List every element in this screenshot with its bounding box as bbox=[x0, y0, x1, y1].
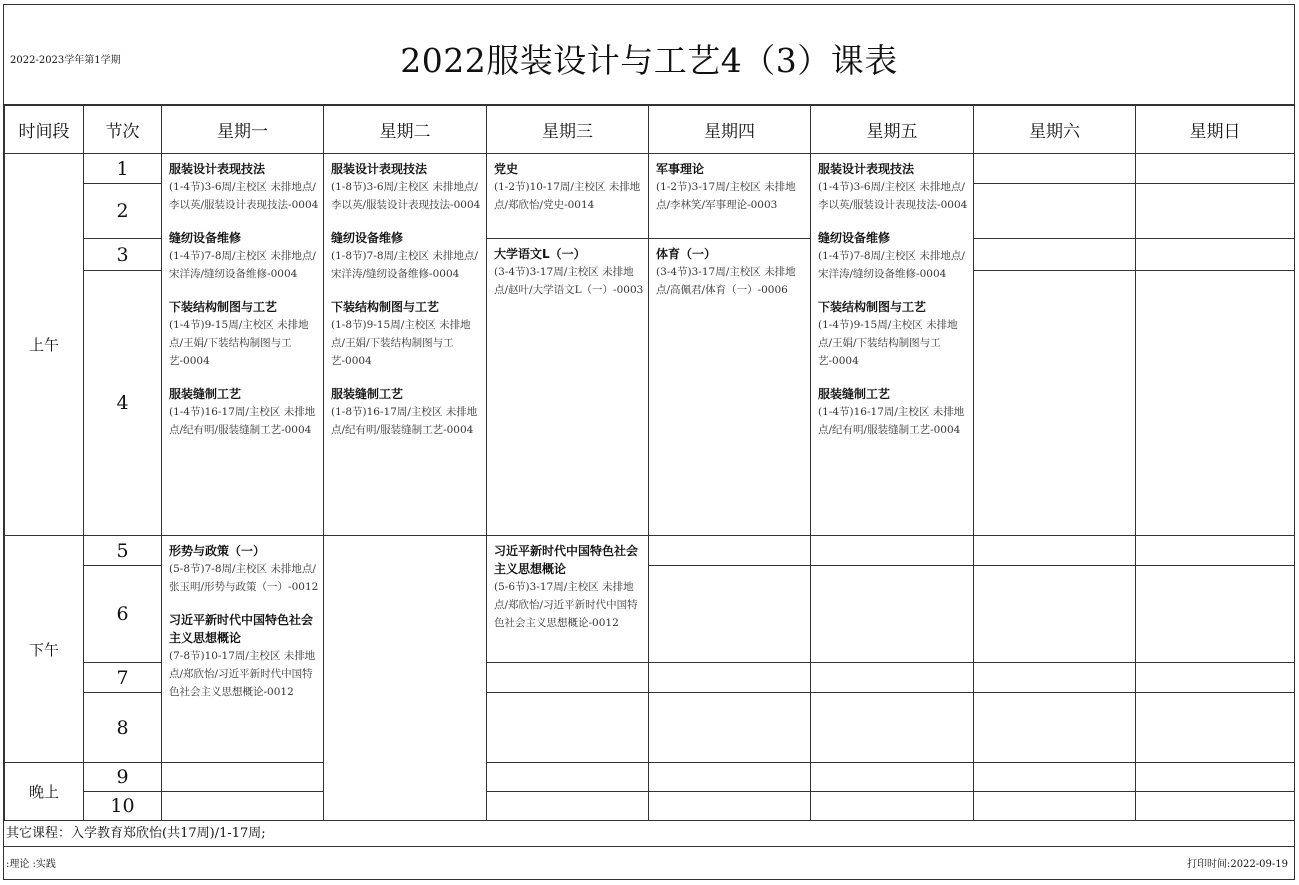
slot-8: 8 bbox=[84, 693, 162, 763]
course-detail: (3-4节)3-17周/主校区 未排地点/赵叶/大学语文L（一）-0003 bbox=[494, 266, 644, 296]
cell-wed-9[interactable] bbox=[487, 763, 649, 792]
course-entry bbox=[818, 385, 970, 439]
slot-5: 5 bbox=[84, 536, 162, 566]
col-header-saturday: 星期六 bbox=[974, 106, 1136, 154]
col-header-period: 时间段 bbox=[5, 106, 84, 154]
course-entry bbox=[494, 245, 645, 299]
cell-sat-4[interactable] bbox=[974, 271, 1136, 536]
cell-sat-1[interactable] bbox=[974, 154, 1136, 184]
col-header-slot: 节次 bbox=[84, 106, 162, 154]
cell-sat-8[interactable] bbox=[974, 693, 1136, 763]
course-detail: (1-4节)3-6周/主校区 未排地点/李以英/服装设计表现技法-0004 bbox=[818, 181, 968, 211]
table-row bbox=[5, 763, 1295, 792]
course-detail: (1-2节)10-17周/主校区 未排地点/郑欣怡/党史-0014 bbox=[494, 181, 641, 211]
cell-mon-am[interactable] bbox=[162, 154, 324, 536]
course-name: 大学语文L（一） bbox=[494, 247, 586, 261]
cell-thu-8[interactable] bbox=[649, 693, 811, 763]
course-detail: (1-8节)16-17周/主校区 未排地点/纪有明/服装缝制工艺-0004 bbox=[331, 406, 478, 436]
course-detail: (3-4节)3-17周/主校区 未排地点/高佩君/体育（一）-0006 bbox=[656, 266, 796, 296]
course-detail: (1-4节)16-17周/主校区 未排地点/纪有明/服装缝制工艺-0004 bbox=[818, 406, 965, 436]
cell-wed-34[interactable] bbox=[487, 239, 649, 536]
cell-sat-9[interactable] bbox=[974, 763, 1136, 792]
course-detail: (1-4节)3-6周/主校区 未排地点/李以英/服装设计表现技法-0004 bbox=[169, 181, 319, 211]
col-header-monday: 星期一 bbox=[162, 106, 324, 154]
course-detail: (1-4节)7-8周/主校区 未排地点/宋洋涛/缝纫设备维修-0004 bbox=[818, 250, 965, 280]
table-row bbox=[5, 536, 1295, 566]
cell-tue-pm[interactable] bbox=[324, 536, 487, 821]
cell-sat-6[interactable] bbox=[974, 566, 1136, 663]
course-entry bbox=[169, 385, 320, 439]
cell-thu-10[interactable] bbox=[649, 792, 811, 821]
course-name: 缝纫设备维修 bbox=[169, 231, 242, 245]
course-name: 习近平新时代中国特色社会主义思想概论 bbox=[169, 613, 314, 645]
slot-7: 7 bbox=[84, 663, 162, 693]
col-header-tuesday: 星期二 bbox=[324, 106, 487, 154]
course-detail: (5-8节)7-8周/主校区 未排地点/张玉明/形势与政策（一）-0012 bbox=[169, 563, 319, 593]
cell-fri-10[interactable] bbox=[811, 792, 974, 821]
course-name: 服装缝制工艺 bbox=[818, 387, 891, 401]
cell-sun-3[interactable] bbox=[1136, 239, 1295, 271]
cell-thu-5[interactable] bbox=[649, 536, 811, 566]
cell-sat-3[interactable] bbox=[974, 239, 1136, 271]
cell-thu-9[interactable] bbox=[649, 763, 811, 792]
course-entry bbox=[331, 298, 483, 370]
cell-tue-am[interactable] bbox=[324, 154, 487, 536]
cell-thu-6[interactable] bbox=[649, 566, 811, 663]
cell-wed-10[interactable] bbox=[487, 792, 649, 821]
course-entry bbox=[818, 298, 970, 370]
timetable-grid bbox=[4, 105, 1295, 821]
cell-wed-12[interactable] bbox=[487, 154, 649, 239]
course-entry bbox=[169, 229, 320, 283]
cell-sun-8[interactable] bbox=[1136, 693, 1295, 763]
course-name: 党史 bbox=[494, 162, 519, 176]
course-detail: (5-6节)3-17周/主校区 未排地点/郑欣怡/习近平新时代中国特色社会主义思想概论-0012 bbox=[494, 581, 638, 629]
course-entry bbox=[818, 160, 970, 214]
course-detail: (1-8节)7-8周/主校区 未排地点/宋洋涛/缝纫设备维修-0004 bbox=[331, 250, 478, 280]
slot-6: 6 bbox=[84, 566, 162, 663]
table-row bbox=[5, 792, 1295, 821]
course-type-legend: :理论 :实践 bbox=[6, 859, 56, 870]
course-entry bbox=[656, 245, 807, 299]
col-header-friday: 星期五 bbox=[811, 106, 974, 154]
cell-thu-12[interactable] bbox=[649, 154, 811, 239]
course-name: 缝纫设备维修 bbox=[331, 231, 404, 245]
cell-sat-2[interactable] bbox=[974, 184, 1136, 239]
course-detail: (1-4节)7-8周/主校区 未排地点/宋洋涛/缝纫设备维修-0004 bbox=[169, 250, 316, 280]
cell-sun-1[interactable] bbox=[1136, 154, 1295, 184]
weekday-header-row bbox=[5, 106, 1295, 154]
course-name: 军事理论 bbox=[656, 162, 705, 176]
cell-fri-5[interactable] bbox=[811, 536, 974, 566]
period-evening: 晚上 bbox=[5, 763, 84, 821]
print-time: 打印时间:2022-09-19 bbox=[1186, 859, 1288, 870]
course-name: 服装设计表现技法 bbox=[169, 162, 266, 176]
course-entry bbox=[656, 160, 807, 214]
course-detail: (1-8节)9-15周/主校区 未排地点/王娟/下装结构制图与工艺-0004 bbox=[331, 319, 471, 367]
table-row bbox=[5, 154, 1295, 184]
cell-fri-6[interactable] bbox=[811, 566, 974, 663]
course-name: 体育（一） bbox=[656, 247, 717, 261]
cell-fri-9[interactable] bbox=[811, 763, 974, 792]
course-name: 下装结构制图与工艺 bbox=[331, 300, 440, 314]
cell-sat-10[interactable] bbox=[974, 792, 1136, 821]
footer bbox=[4, 851, 1294, 879]
cell-sun-2[interactable] bbox=[1136, 184, 1295, 239]
col-header-sunday: 星期日 bbox=[1136, 106, 1295, 154]
cell-sun-10[interactable] bbox=[1136, 792, 1295, 821]
cell-fri-7[interactable] bbox=[811, 663, 974, 693]
cell-mon-10[interactable] bbox=[162, 792, 324, 821]
course-entry bbox=[494, 542, 645, 632]
cell-thu-7[interactable] bbox=[649, 663, 811, 693]
course-name: 形势与政策（一） bbox=[169, 544, 266, 558]
cell-mon-pm[interactable] bbox=[162, 536, 324, 763]
course-name: 服装设计表现技法 bbox=[818, 162, 915, 176]
slot-9: 9 bbox=[84, 763, 162, 792]
cell-thu-34[interactable] bbox=[649, 239, 811, 536]
course-name: 习近平新时代中国特色社会主义思想概论 bbox=[494, 544, 639, 576]
cell-sun-9[interactable] bbox=[1136, 763, 1295, 792]
course-entry bbox=[169, 542, 320, 596]
course-detail: (7-8节)10-17周/主校区 未排地点/郑欣怡/习近平新时代中国特色社会主义思想概论-0012 bbox=[169, 650, 316, 698]
cell-fri-8[interactable] bbox=[811, 693, 974, 763]
course-detail: (1-4节)9-15周/主校区 未排地点/王娟/下装结构制图与工艺-0004 bbox=[818, 319, 958, 367]
course-name: 服装设计表现技法 bbox=[331, 162, 428, 176]
course-entry bbox=[169, 298, 320, 370]
cell-sat-5[interactable] bbox=[974, 536, 1136, 566]
other-courses: 其它课程：入学教育郑欣怡(共17周)/1-17周; bbox=[4, 823, 1294, 847]
course-entry bbox=[169, 160, 320, 214]
slot-10: 10 bbox=[84, 792, 162, 821]
course-detail: (1-4节)16-17周/主校区 未排地点/纪有明/服装缝制工艺-0004 bbox=[169, 406, 316, 436]
slot-2: 2 bbox=[84, 184, 162, 239]
col-header-wednesday: 星期三 bbox=[487, 106, 649, 154]
cell-sun-4[interactable] bbox=[1136, 271, 1295, 536]
course-name: 下装结构制图与工艺 bbox=[818, 300, 927, 314]
cell-sun-6[interactable] bbox=[1136, 566, 1295, 663]
course-entry bbox=[494, 160, 645, 214]
cell-wed-8[interactable] bbox=[487, 693, 649, 763]
course-entry bbox=[169, 611, 320, 701]
cell-mon-9[interactable] bbox=[162, 763, 324, 792]
period-afternoon: 下午 bbox=[5, 536, 84, 763]
course-name: 服装缝制工艺 bbox=[331, 387, 404, 401]
course-detail: (1-8节)3-6周/主校区 未排地点/李以英/服装设计表现技法-0004 bbox=[331, 181, 481, 211]
slot-4: 4 bbox=[84, 271, 162, 536]
slot-3: 3 bbox=[84, 239, 162, 271]
course-detail: (1-4节)9-15周/主校区 未排地点/王娟/下装结构制图与工艺-0004 bbox=[169, 319, 309, 367]
course-name: 服装缝制工艺 bbox=[169, 387, 242, 401]
course-entry bbox=[818, 229, 970, 283]
cell-sun-7[interactable] bbox=[1136, 663, 1295, 693]
cell-wed-7[interactable] bbox=[487, 663, 649, 693]
semester-label: 2022-2023学年第1学期 bbox=[10, 55, 121, 66]
col-header-thursday: 星期四 bbox=[649, 106, 811, 154]
course-entry bbox=[331, 160, 483, 214]
course-name: 缝纫设备维修 bbox=[818, 231, 891, 245]
cell-sat-7[interactable] bbox=[974, 663, 1136, 693]
cell-wed-pm[interactable] bbox=[487, 536, 649, 663]
course-detail: (1-2节)3-17周/主校区 未排地点/李林笑/军事理论-0003 bbox=[656, 181, 796, 211]
course-entry bbox=[331, 385, 483, 439]
cell-fri-am[interactable] bbox=[811, 154, 974, 536]
course-name: 下装结构制图与工艺 bbox=[169, 300, 278, 314]
course-entry bbox=[331, 229, 483, 283]
slot-1: 1 bbox=[84, 154, 162, 184]
cell-sun-5[interactable] bbox=[1136, 536, 1295, 566]
timetable-header bbox=[4, 5, 1294, 105]
period-morning: 上午 bbox=[5, 154, 84, 536]
timetable-title: 2022服装设计与工艺4（3）课表 bbox=[400, 41, 898, 80]
timetable-sheet bbox=[3, 4, 1295, 880]
